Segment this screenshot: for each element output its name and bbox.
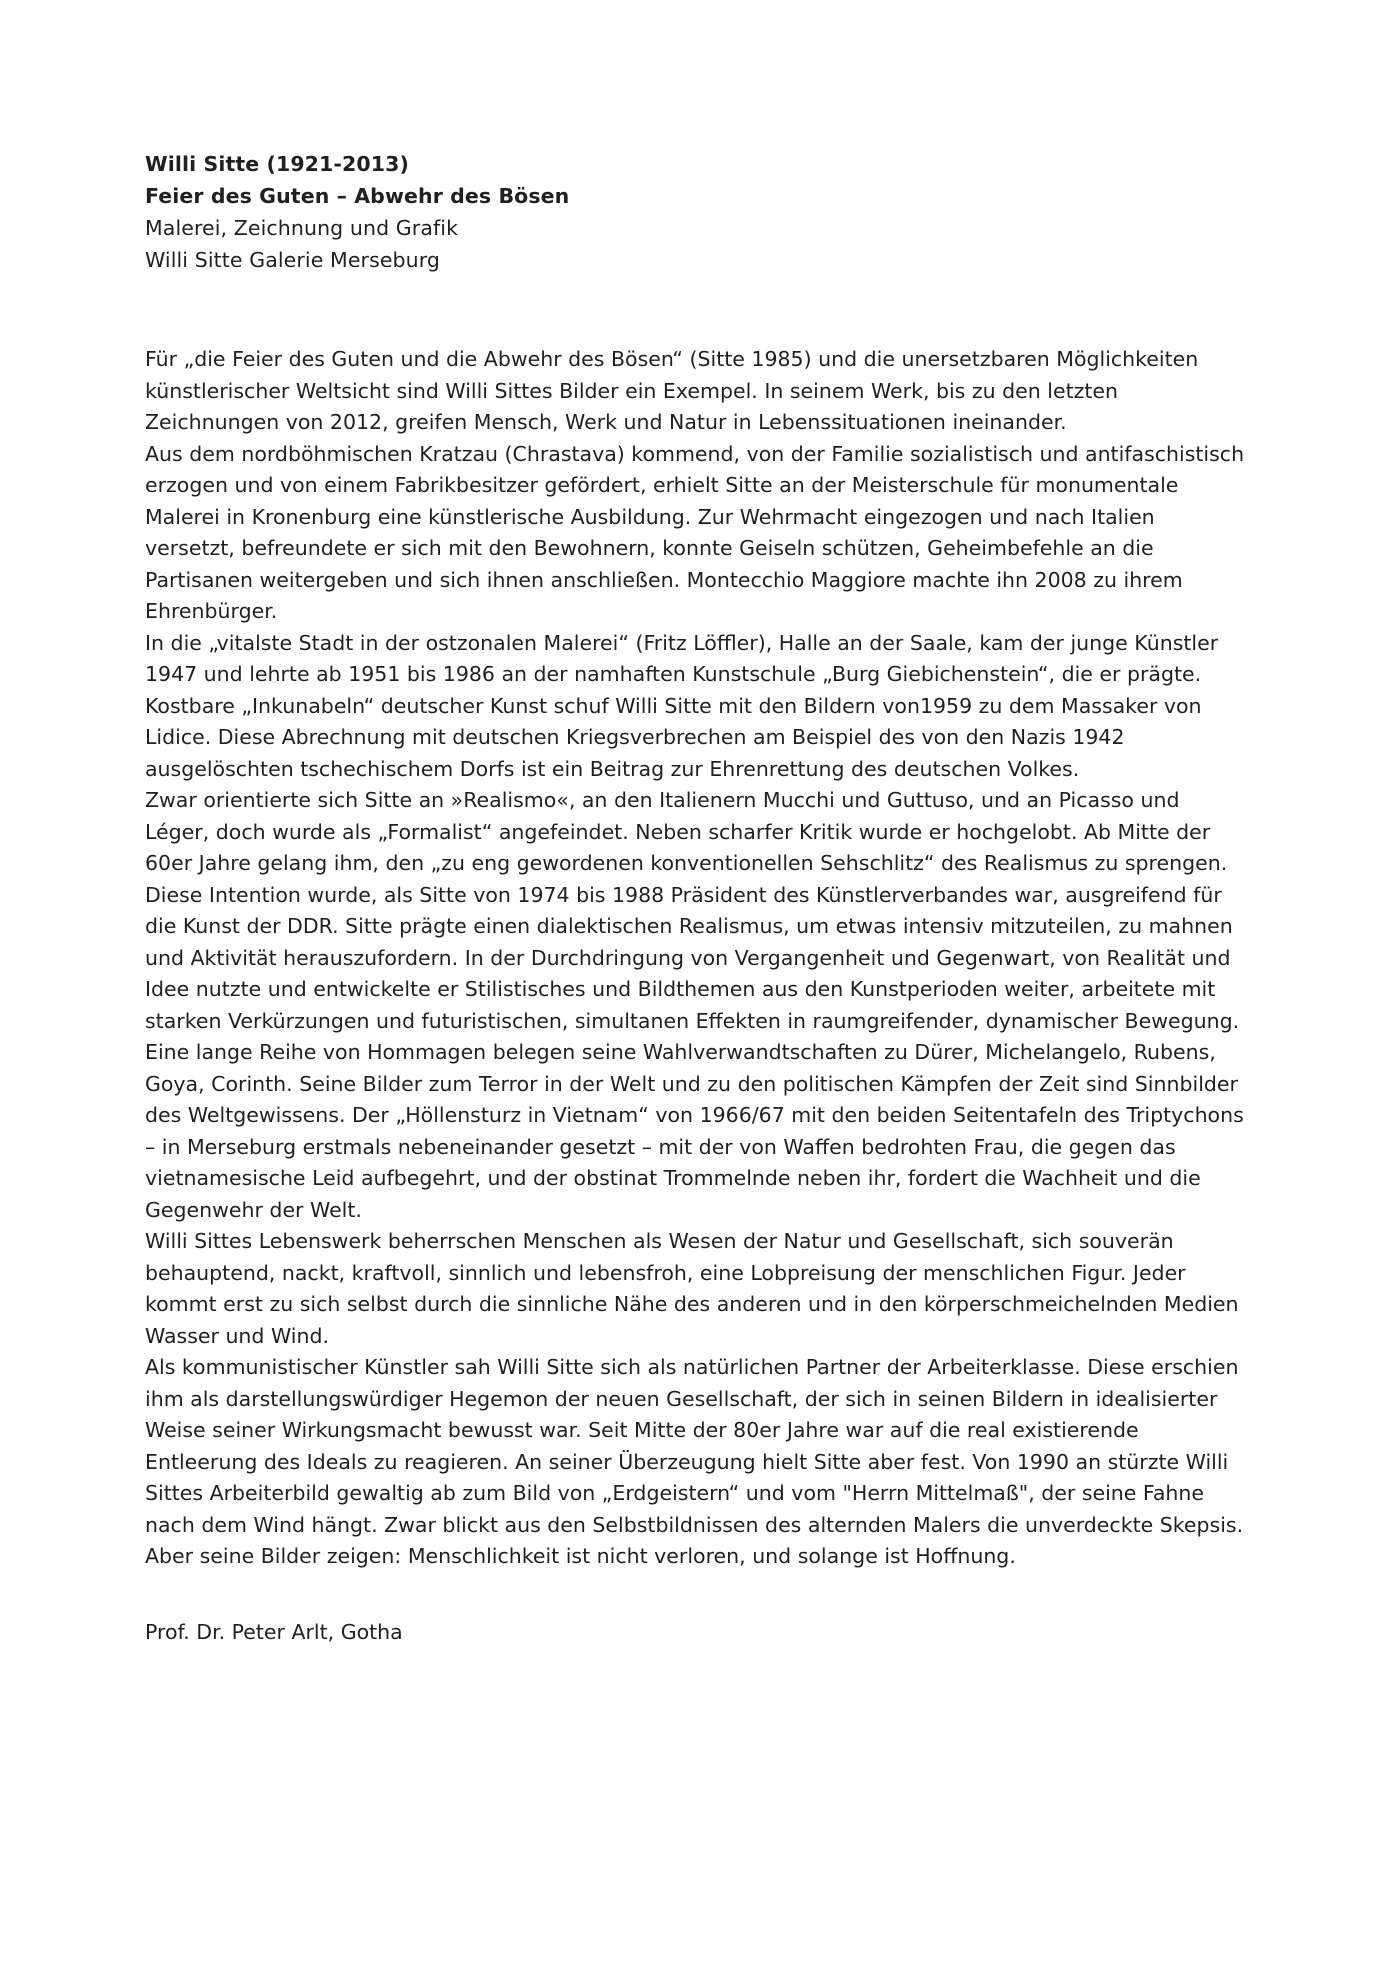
paragraph-1: Für „die Feier des Guten und die Abwehr des Bösen“ (Sitte 1985) und die unersetzbaren Möglichkeiten künstlerischer Weltsicht sind Willi Sittes Bilder ein Exempel. In seinem Werk, bis zu den letzten Zeichnungen von 2012, greifen Mensch, Werk und Natur in Lebenssituationen ineinander. <box>145 347 1205 434</box>
paragraph-3: In die „vitalste Stadt in der ostzonalen Malerei“ (Fritz Löffler), Halle an der Saale, kam der junge Künstler 1947 und lehrte ab 1951 bis 1986 an der namhaften Kunstschule „Burg Giebichenstein“, die er prägte. Kostbare „Inkunabeln“ deutscher Kunst schuf Willi Sitte mit den Bildern von1959 zu dem Massaker von Lidice. Diese Abrechnung mit deutschen Kriegsverbrechen am Beispiel des von den Nazis 1942 ausgelöschten tschechischem Dorfs ist ein Beitrag zur Ehrenrettung des deutschen Volkes. <box>145 630 1225 781</box>
header-subtitle-venue: Willi Sitte Galerie Merseburg <box>145 248 441 272</box>
document-content <box>145 148 1251 1648</box>
document-signature: Prof. Dr. Peter Arlt, Gotha <box>145 1619 403 1644</box>
paragraph-2: Aus dem nordböhmischen Kratzau (Chrastava) kommend, von der Familie sozialistisch und antifaschistisch erzogen und von einem Fabrikbesitzer gefördert, erhielt Sitte an der Meisterschule für monumentale Malerei in Kronenburg eine künstlerische Ausbildung. Zur Wehrmacht eingezogen und nach Italien versetzt, befreundete er sich mit den Bewohnern, konnte Geiseln schützen, Geheimbefehle an die Partisanen weitergeben und sich ihnen anschließen. Montecchio Maggiore machte ihn 2008 zu ihrem Ehrenbürger. <box>145 441 1251 623</box>
header-title-artist: Willi Sitte (1921-2013) <box>145 152 409 176</box>
header-subtitle-medium: Malerei, Zeichnung und Grafik <box>145 216 459 240</box>
paragraph-5: Willi Sittes Lebenswerk beherrschen Menschen als Wesen der Natur und Gesellschaft, sich souverän behauptend, nackt, kraftvoll, sinnlich und lebensfroh, eine Lobpreisung der menschlichen Figur. Jeder kommt erst zu sich selbst durch die sinnliche Nähe des anderen und in den körperschmeichelnden Medien Wasser und Wind. <box>145 1229 1246 1348</box>
paragraph-4: Zwar orientierte sich Sitte an »Realismo«, an den Italienern Mucchi und Guttuso, und an Picasso und Léger, doch wurde als „Formalist“ angefeindet. Neben scharfer Kritik wurde er hochgelobt. Ab Mitte der 60er Jahre gelang ihm, den „zu eng gewordenen konventionellen Sehschlitz“ des Realismus zu sprengen. Diese Intention wurde, als Sitte von 1974 bis 1988 Präsident des Künstlerverbandes war, ausgreifend für die Kunst der DDR. Sitte prägte einen dialektischen Realismus, um etwas intensiv mitzuteilen, zu mahnen und Aktivität herauszufordern. In der Durchdringung von Vergangenheit und Gegenwart, von Realität und Idee nutzte und entwickelte er Stilistisches und Bildthemen aus den Kunstperioden weiter, arbeitete mit starken Verkürzungen und futuristischen, simultanen Effekten in raumgreifender, dynamischer Bewegung. Eine lange Reihe von Hommagen belegen seine Wahlverwandtschaften zu Dürer, Michelangelo, Rubens, Goya, Corinth. Seine Bilder zum Terror in der Welt und zu den politischen Kämpfen der Zeit sind Sinnbilder des Weltgewissens. Der „Höllensturz in Vietnam“ von 1966/67 mit den beiden Seitentafeln des Triptychons – in Merseburg erstmals nebeneinander gesetzt – mit der von Waffen bedrohten Frau, die gegen das vietnamesische Leid aufbegehrt, und der obstinat Trommelnde neben ihr, fordert die Wachheit und die Gegenwehr der Welt. <box>145 788 1251 1222</box>
paragraph-6: Als kommunistischer Künstler sah Willi Sitte sich als natürlichen Partner der Arbeiterklasse. Diese erschien ihm als darstellungswürdiger Hegemon der neuen Gesellschaft, der sich in seinen Bildern in idealisierter Weise seiner Wirkungsmacht bewusst war. Seit Mitte der 80er Jahre war auf die real existierende Entleerung des Ideals zu reagieren. An seiner Überzeugung hielt Sitte aber fest. Von 1990 an stürzte Willi Sittes Arbeiterbild gewaltig ab zum Bild von „Erdgeistern“ und vom "Herrn Mittelmaß", der seine Fahne nach dem Wind hängt. Zwar blickt aus den Selbstbildnissen des alternden Malers die unverdeckte Skepsis. Aber seine Bilder zeigen: Menschlichkeit ist nicht verloren, und solange ist Hoffnung. <box>145 1355 1250 1568</box>
document-header <box>145 148 1245 276</box>
header-title-exhibition: Feier des Guten – Abwehr des Bösen <box>145 184 570 208</box>
document-body <box>145 344 1251 1573</box>
